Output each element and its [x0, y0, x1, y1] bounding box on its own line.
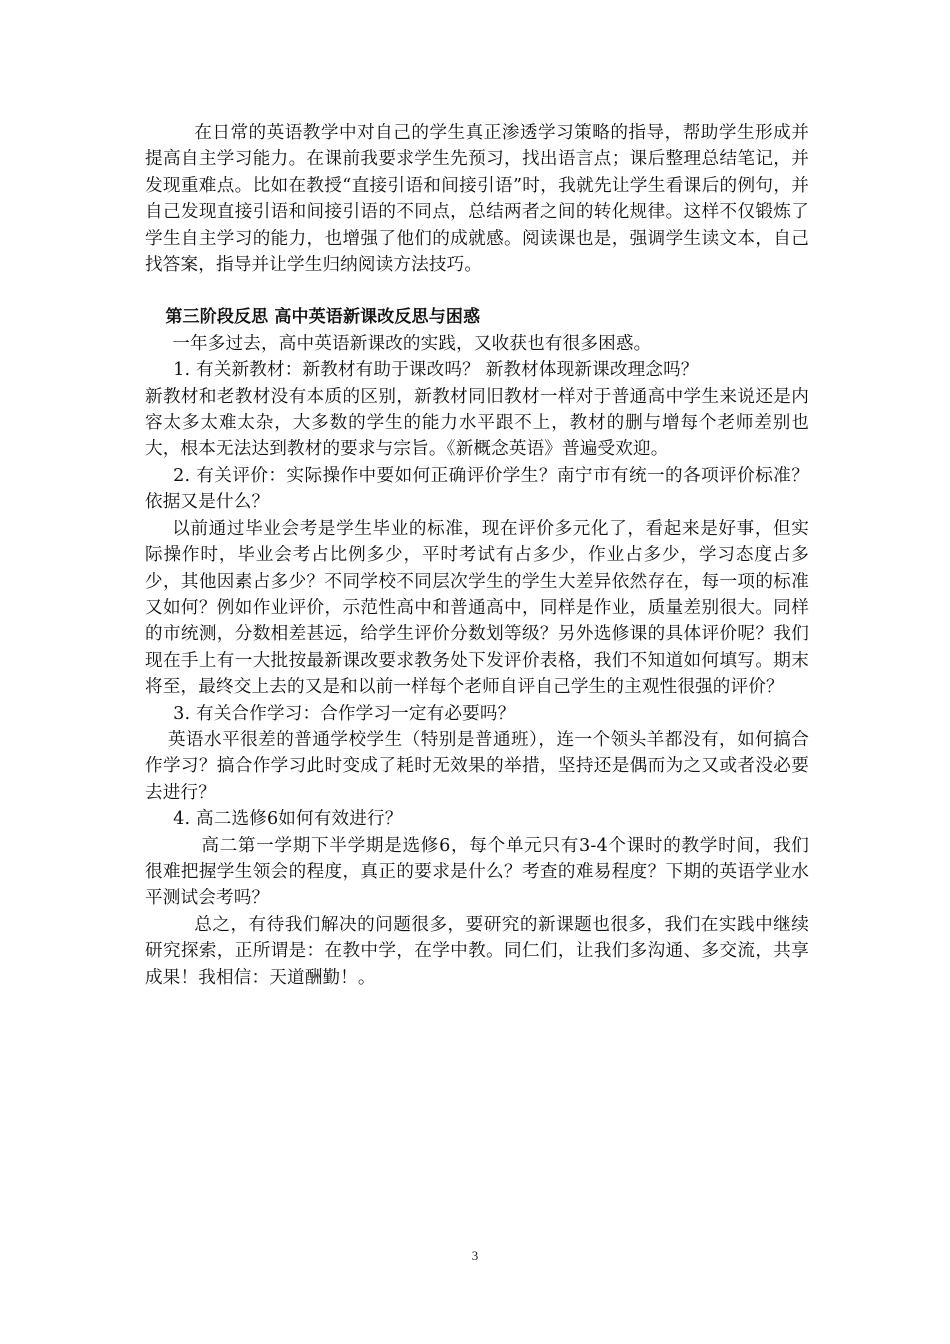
item-2-body: 以前通过毕业会考是学生毕业的标准，现在评价多元化了，看起来是好事，但实际操作时，毕业会考占比例多少，平时考试有占多少，作业占多少，学习态度占多少，其他因素占多少？不同学校不同层次学生的学生大差异依然存在，每一项的标准又如何？例如作业评价，示范性高中和普通高中，同样是作业，质量差别很大。同样的市统测，分数相差甚远，给学生评价分数划等级？另外选修课的具体评价呢？我们现在手上有一大批按最新课改要求教务处下发评价表格，我们不知道如何填写。期末将至，最终交上去的又是和以前一样每个老师自评自己学生的主观性很强的评价？: [145, 518, 809, 698]
section-heading: 第三阶段反思 高中英语新课改反思与困惑: [165, 307, 481, 328]
item-1-body: 新教材和老教材没有本质的区别，新教材同旧教材一样对于普通高中学生来说还是内容太多太难太杂，大多数的学生的能力水平跟不上，教材的删与增每个老师差别也大，根本无法达到教材的要求与宗旨。《新概念英语》普遍受欢迎。: [145, 386, 809, 460]
intro-paragraph: 在日常的英语教学中对自己的学生真正渗透学习策略的指导，帮助学生形成并提高自主学习能力。在课前我要求学生先预习，找出语言点；课后整理总结笔记，并发现重难点。比如在教授“直接引语和间接引语”时，我就先让学生看课后的例句，并自己发现直接引语和间接引语的不同点，总结两者之间的转化规律。这样不仅锻炼了学生自主学习的能力，也增强了他们的成就感。阅读课也是，强调学生读文本，自己找答案，指导并让学生归纳阅读方法技巧。: [145, 123, 809, 276]
section-lead: 一年多过去，高中英语新课改的实践，又收获也有很多困惑。: [172, 333, 652, 354]
item-2-title: 2. 有关评价：实际操作中要如何正确评价学生？南宁市有统一的各项评价标准？ 依据又是什么？: [145, 465, 809, 513]
item-1-title: 1. 有关新教材：新教材有助于课改吗？ 新教材体现新课改理念吗？: [173, 360, 699, 381]
item-4-body: 高二第一学期下半学期是选修6，每个单元只有3-4个课时的教学时间，我们很难把握学生领会的程度，真正的要求是什么？考查的难易程度？下期的英语学业水平测试会考吗？: [145, 835, 809, 909]
paragraph-spacer: [145, 278, 809, 304]
document-body: [145, 120, 809, 991]
item-4-title: 4. 高二选修6如何有效进行？: [173, 809, 403, 830]
item-3-body: 英语水平很差的普通学校学生（特别是普通班），连一个领头羊都没有，如何搞合作学习？搞合作学习此时变成了耗时无效果的举措，坚持还是偶而为之又或者没必要去进行？: [145, 729, 809, 803]
page-number: 3: [471, 1248, 479, 1263]
item-3-title: 3. 有关合作学习：合作学习一定有必要吗？: [173, 703, 516, 724]
conclusion-paragraph: 总之，有待我们解决的问题很多，要研究的新课题也很多，我们在实践中继续研究探索，正所谓是：在教中学，在学中教。同仁们，让我们多沟通、多交流，共享成果！我相信：天道酬勤！。: [145, 914, 809, 988]
